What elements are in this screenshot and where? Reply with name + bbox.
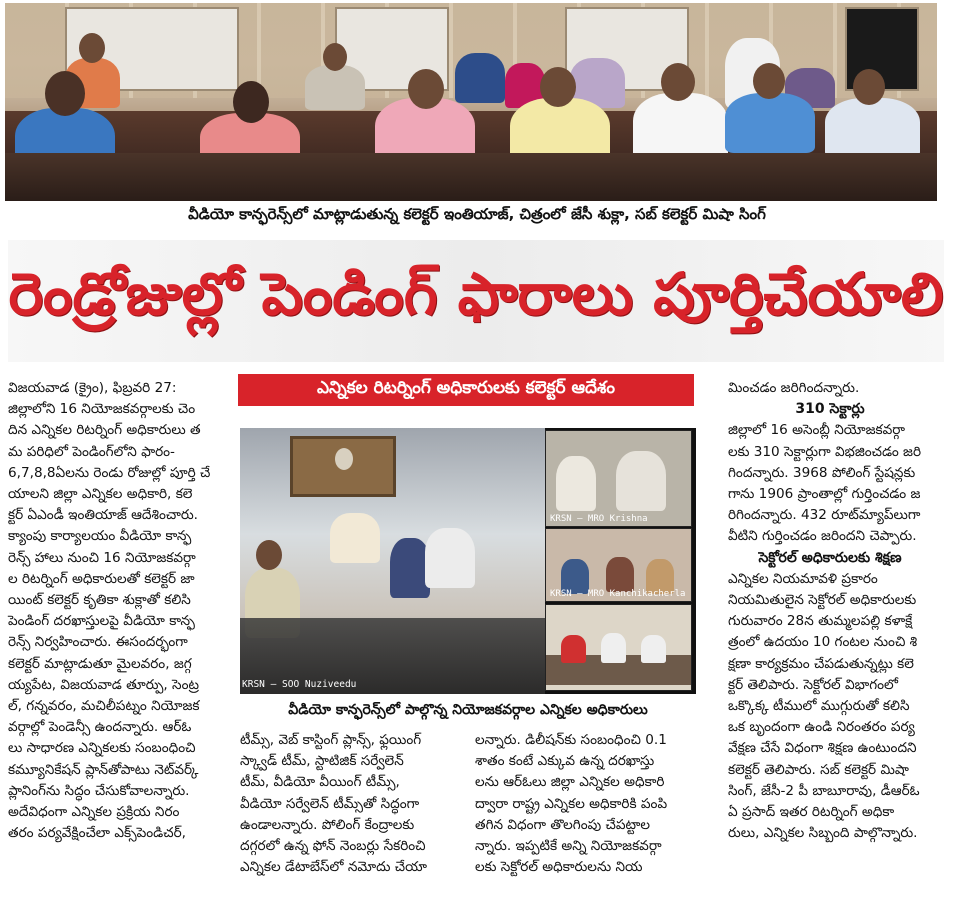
article-line: ఉండాలన్నారు. పోలింగ్ కేంద్రాలకు (240, 816, 415, 833)
article-line: వీటిని గుర్తించడం జరిందని చెప్పారు. (728, 528, 917, 545)
article-line: ల రిటర్నింగ్ అధికారులతో కలెక్టర్ జా (8, 570, 195, 587)
article-line: ఎన్నికల డేటాబేస్‌లో నమోదు చేయా (240, 859, 427, 876)
article-line: వేక్షణ చేసే విధంగా శిక్షణ ఉంటుందని (728, 740, 917, 757)
article-line: మించడం జరిగిందన్నారు. (728, 380, 860, 396)
article-line: టీమ్స్, వెబ్ కాస్టింగ్ ప్లాన్స్, ఫ్లయింగ్ (240, 732, 422, 748)
article-line: సింగ్, జేసీ-2 పీ బాబూరావు, డీఆర్ఓ (728, 782, 920, 799)
article-line: ల్, గన్నవరం, మచిలీపట్నం నియోజక (8, 698, 200, 715)
article-line: యింట్ కలెక్టర్ కృతికా శుక్లాతో కలిసి (8, 592, 191, 609)
article-line: కలెక్టర్ తెలిపారు. సబ్ కలెక్టర్ మిషా (728, 761, 909, 778)
article-column-1 (8, 378, 236, 844)
article-line: పెండింగ్ దరఖాస్తులపై వీడియో కాన్ఫ (8, 613, 195, 630)
article-line: ప్లానింగ్‌ను సిద్ధం చేసుకోవాలన్నారు. (8, 782, 190, 799)
article-line: దగ్గరలో ఉన్న ఫోన్ నెంబర్లు సేకరించి (240, 838, 426, 855)
article-line: మ పరిధిలో పెండింగ్‌లోని ఫారం- (8, 443, 175, 460)
article-line: క్టర్ ఏఎండీ ఇంతియాజ్ ఆదేశించారు. (8, 507, 198, 524)
article-line: జిల్లాలో 16 అసెంబ్లీ నియోజకవర్గా (728, 422, 906, 439)
article-line: అదేవిధంగా ఎన్నికల ప్రక్రియ నిరం (8, 804, 180, 821)
article-line: శాతం కంటే ఎక్కువ ఉన్న దరఖాస్తు (475, 753, 655, 770)
article-column-2 (240, 730, 458, 878)
top-photo-caption: వీడియో కాన్ఫరెన్స్‌లో మాట్లాడుతున్న కలెక్టర్ ఇంతియాజ్, చిత్రంలో జేసీ శుక్లా, సబ్ కలెక్టర్ మిషా సింగ్ (188, 205, 766, 223)
article-line: క్టర్ తెలిపారు. సెక్టోరల్ విభాగంలో (728, 676, 899, 693)
article-line: రెన్స్ హాలు నుంచి 16 నియోజకవర్గా (8, 549, 196, 566)
article-line: క్యాంపు కార్యాలయం వీడియో కాన్ఫ (8, 528, 192, 545)
corner-location-label: KRSN – SOO Nuziveedu (242, 679, 357, 690)
article-line: యాలని జిల్లా ఎన్నికల అధికారి, కలె (8, 486, 193, 503)
article-line: లు సాధారణ ఎన్నికలకు సంబంధించి (8, 740, 196, 757)
article-line: టీమ్, వీడియో వీయింగ్ టీమ్స్, (240, 774, 400, 791)
article-line: గిందన్నారు. 3968 పోలింగ్ స్టేషన్లకు (728, 464, 916, 481)
screen-label-1: KRSN – MRO Krishna (550, 514, 648, 524)
article-column-4 (728, 378, 932, 844)
article-line: వీడియో సర్వేలెన్ టీమ్స్‌తో సిద్ధంగా (240, 795, 420, 812)
article-line: విజయవాడ (క్రైం), ఫిబ్రవరి 27: (8, 380, 177, 396)
article-line: దిన ఎన్నికల రిటర్నింగ్ అధికారులు త (8, 422, 201, 439)
article-line: నియమితులైన సెక్టోరల్ అధికారులకు (728, 592, 917, 609)
video-conference-photo (240, 428, 696, 694)
headline: రెండ్రోజుల్లో పెండింగ్ ఫారాలు పూర్తిచేయాలి (8, 240, 944, 362)
article-line: రిగిందన్నారు. 432 రూట్‌మ్యాప్‌లుగా (728, 507, 921, 524)
article-column-3 (475, 730, 695, 878)
article-line: క్షణా కార్యక్రమం చేపడుతున్నట్లు కలె (728, 655, 914, 672)
article-line: ఎన్నికల నియమావళి ప్రకారం (728, 570, 878, 587)
article-line: స్క్వాడ్ టీమ్, స్టాటిజిక్ సర్వేలెన్ (240, 753, 404, 770)
article-line: త్రంలో ఉదయం 10 గంటల నుంచి శి (728, 634, 918, 651)
screen-label-2: KRSN – MRO Kanchikacherla (550, 589, 686, 599)
article-line: గురువారం 28న తుమ్మలపల్లి కళాక్షే (728, 613, 913, 630)
article-line: లకు 310 సెక్టార్లుగా విభజించడం జరి (728, 443, 922, 460)
article-line: ద్వారా రాష్ట్ర ఎన్నికల అధికారికి పంపి (475, 795, 668, 812)
article-line: న్నారు. ఇప్పటికే అన్ని నియోజకవర్గా (475, 838, 662, 855)
article-line: ఒక్కొక్క టీములో ముగ్గురుతో కలిసి (728, 698, 910, 715)
subhead-sectoral-training: సెక్టోరల్ అధికారులకు శిక్షణ (758, 549, 902, 566)
article-line: వర్గాల్లో పెండెన్సీ ఉందన్నారు. ఆర్ఓ (8, 719, 192, 736)
article-line: లకు సెక్టోరల్ అధికారులను నియ (475, 859, 643, 876)
subheadline-banner: ఎన్నికల రిటర్నింగ్ అధికారులకు కలెక్టర్ ఆదేశం (238, 374, 694, 406)
top-photo (5, 3, 937, 201)
article-line: రులు, ఎన్నికల సిబ్బంది పాల్గొన్నారు. (728, 825, 918, 842)
article-line: లన్నారు. డిలీషన్‌కు సంబంధించి 0.1 (475, 732, 667, 748)
mid-photo-caption: వీడియో కాన్ఫరెన్స్‌లో పాల్గొన్న నియోజకవర్గాల ఎన్నికల అధికారులు (288, 702, 648, 718)
article-line: లను ఆర్ఓలు జిల్లా ఎన్నికల అధికారి (475, 774, 665, 791)
article-line: జిల్లాలోని 16 నియోజకవర్గాలకు చెం (8, 401, 196, 418)
article-line: గాను 1906 ప్రాంతాల్లో గుర్తించడం జ (728, 486, 921, 503)
article-line: ఏ ప్రసాద్ ఇతర రిటర్నింగ్ అధికా (728, 804, 895, 821)
article-line: కమ్యూనికేషన్ ప్లాన్‌తోపాటు నెట్‌వర్క్ (8, 761, 199, 778)
article-line: య్యపేట, విజయవాడ తూర్పు, సెంట్ర (8, 676, 199, 693)
article-line: ఒక బృందంగా ఉండి నిరంతరం పర్య (728, 719, 915, 736)
article-line: రెన్స్ నిర్వహించారు. ఈసందర్భంగా (8, 634, 188, 651)
article-line: కలెక్టర్ మాట్లాడుతూ మైలవరం, జగ్గ (8, 655, 192, 672)
article-line: 6,7,8,8ఏలను రెండు రోజుల్లో పూర్తి చే (8, 464, 211, 481)
article-line: తగిన విధంగా తొలగింపు చేపట్టాల (475, 816, 650, 833)
subhead-310-sectors: 310 సెక్టార్లు (795, 401, 865, 418)
article-line: తరం పర్యవేక్షించేలా ఎక్స్‌పెండిచర్, (8, 825, 186, 842)
